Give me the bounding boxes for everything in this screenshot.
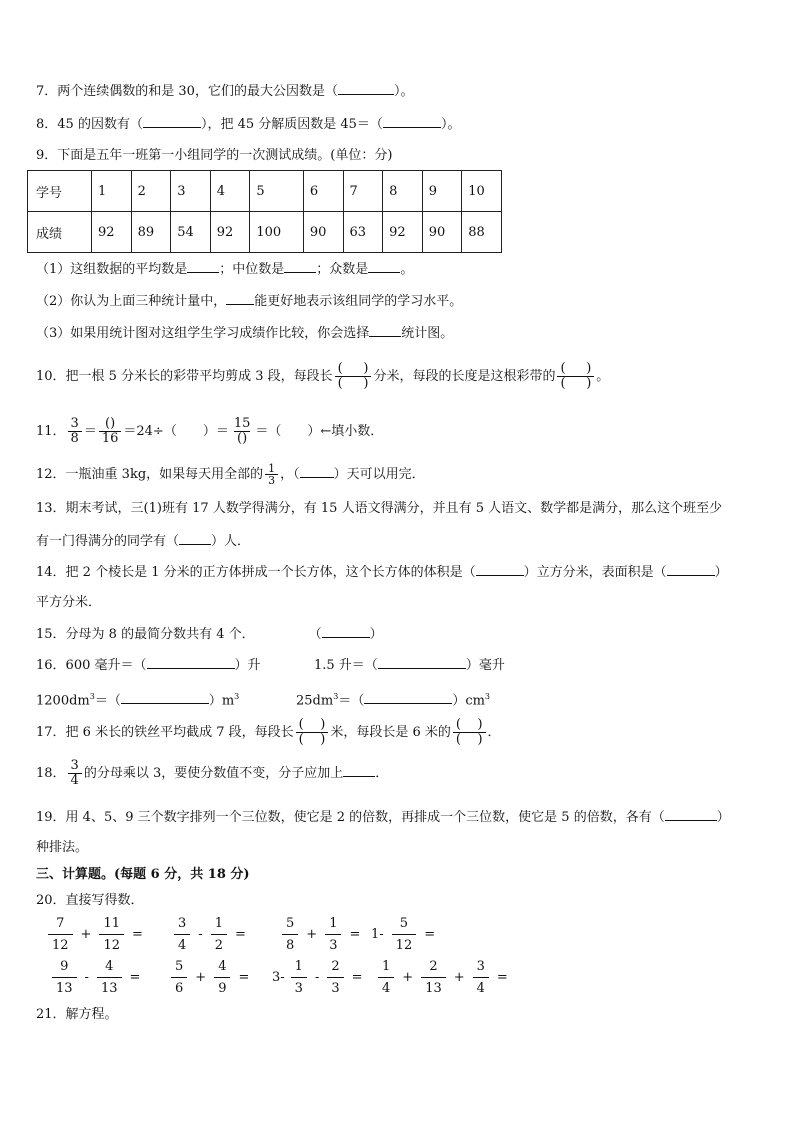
q12-fraction-den: 3 [265, 474, 278, 486]
paren-open: ( [337, 361, 343, 376]
table-cell: 88 [462, 212, 502, 253]
calc-denominator: 12 [392, 934, 417, 954]
q17-text: 17．把 6 米长的铁丝平均截成 7 段，每段长 [36, 725, 294, 740]
table-cell: 5 [250, 171, 304, 212]
table-row [28, 212, 502, 253]
question-17 [36, 718, 501, 748]
calc-numerator: 3 [178, 916, 187, 931]
calc-equals: = [351, 970, 363, 985]
question-9-intro: 9．下面是五年一班第一小组同学的一次测试成绩。(单位：分) [36, 148, 393, 163]
table-cell: 10 [462, 171, 502, 212]
paren-open: ( [337, 376, 343, 391]
question-16-line-1b [314, 656, 505, 675]
table-cell: 6 [303, 171, 343, 212]
calc-denominator: 2 [211, 934, 227, 954]
q11-fraction-3-num: 15 [233, 416, 251, 431]
calc-equals: = [424, 927, 436, 942]
q9-mode-blank[interactable] [368, 260, 400, 273]
table-cell: 63 [343, 212, 383, 253]
calc-numerator: 2 [429, 959, 438, 974]
table-cell: 9 [422, 171, 462, 212]
q8-text-end: ）。 [440, 117, 461, 132]
q14-volume-blank[interactable] [476, 563, 524, 576]
q18-fraction [68, 759, 82, 788]
q16-cm3-unit: ）cm [452, 693, 485, 709]
q13-answer-blank[interactable] [179, 532, 211, 545]
calc-denominator: 4 [378, 977, 394, 997]
q11-fraction-3[interactable] [231, 417, 254, 446]
table-cell: 92 [92, 212, 132, 253]
q9-part-3 [36, 324, 453, 343]
paren-open: ( [560, 376, 566, 391]
calc-item[interactable] [46, 915, 149, 954]
q16-m3-unit: ）m [208, 693, 235, 709]
q9-p2-text: （2）你认为上面三种统计量中， [36, 294, 227, 309]
paren-open: ( [455, 732, 461, 747]
q12-text: 12．一瓶油重 3kg，如果每天用全部的 [36, 467, 264, 482]
q10-text-mid: 分米，每段的长度是这根彩带的 [373, 369, 556, 384]
q9-p1-text: （1）这组数据的平均数是 [36, 262, 188, 277]
calc-equals: = [238, 970, 250, 985]
q12-text-end: ）天可以用完． [333, 467, 425, 482]
q12-days-blank[interactable] [300, 465, 334, 478]
q14-text-mid: ）立方分米，表面积是（ [523, 565, 667, 580]
calc-denominator: 13 [97, 977, 122, 997]
calc-lead: 3- [272, 970, 285, 985]
paren-close: ) [477, 717, 483, 732]
calc-numerator: 7 [56, 916, 65, 931]
question-13-line-2 [36, 532, 250, 551]
paren-close: ) [477, 732, 483, 747]
calc-denominator: 3 [325, 934, 341, 954]
paren-close: ) [586, 361, 592, 376]
calc-operator: + [80, 927, 92, 942]
q9-part-2 [36, 292, 462, 311]
paren-open: ( [298, 717, 304, 732]
q11-division-blank[interactable]: ＝24÷（ ）＝ [123, 424, 229, 439]
calc-numerator: 1 [329, 916, 338, 931]
calc-item[interactable] [272, 958, 369, 997]
q16-ml-blank[interactable] [378, 656, 466, 669]
q13-text: 有一门得满分的同学有（ [36, 534, 180, 549]
q11-fraction-2-den: 16 [99, 431, 122, 446]
question-16-line-2b [296, 688, 490, 710]
q9-p3-text: （3）如果用统计图对这组学生学习成绩作比较，你会选择 [36, 326, 370, 341]
q9-best-measure-blank[interactable] [226, 292, 254, 305]
q17-text-end: ． [487, 725, 501, 740]
q9-p1-text-b: ；中位数是 [219, 262, 285, 277]
calc-numerator: 4 [105, 959, 114, 974]
cube-superscript: 3 [234, 692, 240, 701]
calc-denominator: 4 [473, 977, 489, 997]
q17-text-mid: 米，每段长是 6 米的 [330, 725, 451, 740]
q18-number: 18． [36, 766, 66, 781]
q9-p3-text-b: 统计图。 [401, 326, 454, 341]
q9-p2-text-b: 能更好地表示该组同学的学习水平。 [254, 294, 463, 309]
paren-open: ( [455, 717, 461, 732]
calc-denominator: 8 [282, 934, 298, 954]
calc-denominator: 9 [214, 977, 230, 997]
q9-mean-blank[interactable] [187, 260, 219, 273]
q9-part-1 [36, 260, 413, 279]
calc-numerator: 4 [218, 959, 227, 974]
q18-answer-blank[interactable] [343, 764, 375, 777]
question-10 [36, 360, 609, 394]
question-14-line-2: 平方分米． [36, 595, 102, 610]
calc-item[interactable] [376, 958, 514, 997]
paren-close: ) [363, 361, 369, 376]
paren-close: ) [586, 376, 592, 391]
calc-numerator: 5 [175, 959, 184, 974]
cube-superscript: 3 [333, 692, 339, 701]
question-21: 21．解方程。 [36, 1007, 118, 1022]
table-cell: 92 [383, 212, 423, 253]
table-cell: 2 [131, 171, 171, 212]
table-cell: 92 [210, 212, 250, 253]
question-18 [36, 757, 388, 791]
calc-equals: = [234, 927, 246, 942]
q16-cm3-blank[interactable] [364, 691, 452, 704]
calc-operator: + [306, 927, 318, 942]
question-12 [36, 461, 425, 489]
q16-dm3b-text: 25dm [296, 693, 334, 709]
q7-answer-blank[interactable] [338, 82, 394, 95]
cube-superscript: 3 [484, 692, 491, 701]
calc-operator: + [453, 970, 465, 985]
q18-fraction-den: 4 [68, 773, 82, 788]
q15-paren-open: （ [308, 627, 322, 642]
q14-area-blank[interactable] [667, 563, 715, 576]
q16-dm3-text: 1200dm [36, 693, 90, 709]
calc-denominator: 4 [174, 934, 190, 954]
table-row [28, 171, 502, 212]
calc-item[interactable] [50, 958, 146, 997]
q7-text-end: ）。 [393, 84, 414, 99]
question-14-line-1 [36, 563, 728, 582]
calc-numerator: 1 [214, 916, 223, 931]
q11-fraction-1-den: 8 [68, 431, 82, 446]
q16-liters-blank[interactable] [147, 656, 235, 669]
paren-close: ) [363, 376, 369, 391]
q15-paren-close: ） [369, 627, 383, 642]
q8-text: 8．45 的因数有（ [36, 117, 143, 132]
paren-close: ) [320, 732, 326, 747]
q16-eq: ＝（ [94, 693, 121, 709]
calc-numerator: 1 [382, 959, 391, 974]
calc-equals: = [496, 970, 508, 985]
q11-number: 11． [36, 424, 66, 439]
q11-fraction-3-den[interactable]: () [234, 431, 250, 446]
question-15 [36, 625, 383, 644]
table-cell: 100 [250, 212, 304, 253]
q14-text: 14．把 2 个棱长是 1 分米的正方体拼成一个长方体，这个长方体的体积是（ [36, 565, 476, 580]
q10-text-end: 。 [596, 369, 610, 384]
row-header-number: 学号 [28, 171, 92, 212]
paren-open: ( [298, 732, 304, 747]
q14-text-end: ） [714, 565, 728, 580]
calc-numerator: 3 [476, 959, 485, 974]
calc-numerator: 2 [331, 959, 340, 974]
calc-equals: = [129, 970, 141, 985]
q16-ml-unit: ）毫升 [465, 658, 505, 673]
cube-superscript: 3 [89, 692, 95, 701]
calc-equals: = [349, 927, 361, 942]
q15-judge-blank[interactable] [322, 625, 370, 638]
q17-length-fraction[interactable] [296, 718, 329, 747]
calc-item[interactable] [371, 915, 441, 954]
q15-text: 15．分母为 8 的最简分数共有 4 个． [36, 627, 255, 642]
table-cell: 7 [343, 171, 383, 212]
question-20-title: 20．直接写得数． [36, 893, 144, 908]
calc-denominator: 3 [327, 977, 343, 997]
question-19-line-1 [36, 808, 730, 827]
q12-text-mid: ，（ [280, 467, 300, 482]
q11-fraction-2-num[interactable]: () [105, 416, 116, 431]
table-cell: 90 [422, 212, 462, 253]
row-header-score: 成绩 [28, 212, 92, 253]
q10-length-fraction[interactable] [335, 362, 372, 391]
q16-m3-blank[interactable] [121, 691, 209, 704]
q19-text: 19．用 4、5、9 三个数字排列一个三位数，使它是 2 的倍数，再排成一个三位数，使它是 5 的倍数，各有（ [36, 810, 665, 825]
calc-item[interactable] [169, 958, 255, 997]
question-8 [36, 115, 460, 134]
paren-open: ( [560, 361, 566, 376]
q8-text-mid: ），把 45 分解质因数是 45＝（ [200, 117, 383, 132]
q9-p1-text-c: ；众数是 [316, 262, 369, 277]
calc-operator: + [195, 970, 207, 985]
calc-item[interactable] [280, 915, 366, 954]
q13-text-end: ）人． [211, 534, 251, 549]
q18-fraction-num: 3 [70, 758, 79, 773]
q10-text: 10．把一根 5 分米长的彩带平均剪成 3 段，每段长 [36, 369, 333, 384]
calc-operator: - [84, 970, 89, 985]
question-13-line-1: 13．期末考试，三(1)班有 17 人数学得满分，有 15 人语文得满分，并且有 5 人语文、数学都是满分，那么这个班至少 [36, 501, 723, 516]
question-7 [36, 82, 413, 101]
calc-numerator: 9 [60, 959, 69, 974]
q11-fraction-1-num: 3 [70, 416, 79, 431]
table-cell: 90 [303, 212, 343, 253]
calc-denominator: 12 [99, 934, 124, 954]
table-cell: 89 [131, 212, 171, 253]
calc-denominator: 13 [421, 977, 446, 997]
q10-ratio-fraction[interactable] [557, 362, 594, 391]
q8-prime-blank[interactable] [383, 115, 441, 128]
calc-denominator: 13 [52, 977, 77, 997]
q12-fraction [265, 463, 278, 486]
q16-eq-b: ＝（ [338, 693, 365, 709]
q9-p1-text-d: 。 [400, 262, 414, 277]
q18-text: 的分母乘以 3，要使分数值不变，分子应加上 [83, 766, 344, 781]
calc-numerator: 1 [294, 959, 303, 974]
calc-operator: - [314, 970, 320, 985]
q9-chart-type-blank[interactable] [369, 324, 401, 337]
paren-close: ) [320, 717, 326, 732]
question-16-line-1 [36, 656, 261, 675]
q11-fraction-1 [68, 417, 82, 446]
question-11 [36, 415, 383, 449]
q17-ratio-fraction[interactable] [453, 718, 486, 747]
calc-equals: = [132, 927, 143, 942]
score-table [27, 170, 502, 253]
q18-text-end: ． [375, 766, 389, 781]
q16-l-text: 1.5 升＝（ [314, 658, 378, 673]
q11-fraction-2[interactable] [99, 417, 122, 446]
calc-operator: - [198, 927, 203, 942]
calc-denominator: 6 [171, 977, 187, 997]
calc-numerator: 11 [103, 916, 120, 931]
q12-fraction-num: 1 [268, 462, 276, 475]
q9-median-blank[interactable] [284, 260, 316, 273]
q7-text: 7．两个连续偶数的和是 30，它们的最大公因数是（ [36, 84, 338, 99]
section-3-heading: 三、计算题。(每题 6 分，共 18 分) [36, 867, 250, 882]
calc-operator: + [402, 970, 414, 985]
q16-liters-unit: ）升 [234, 658, 261, 673]
q8-factors-blank[interactable] [143, 115, 201, 128]
equals-sign: ＝ [83, 424, 97, 439]
calc-numerator: 5 [286, 916, 295, 931]
calc-item[interactable] [172, 915, 252, 954]
table-cell: 4 [210, 171, 250, 212]
table-cell: 8 [383, 171, 423, 212]
q19-answer-blank[interactable] [665, 808, 717, 821]
table-cell: 1 [92, 171, 132, 212]
table-cell: 3 [171, 171, 211, 212]
question-16-line-2 [36, 688, 239, 710]
calc-lead: 1- [371, 927, 384, 942]
q11-decimal-blank[interactable]: ＝（ ）←填小数． [255, 424, 384, 439]
table-cell: 54 [171, 212, 211, 253]
calc-numerator: 5 [399, 916, 409, 931]
calc-denominator: 3 [291, 977, 307, 997]
question-19-line-2: 种排法。 [36, 840, 89, 855]
q19-text-end: ） [716, 810, 730, 825]
q16-ml-text: 16．600 毫升＝（ [36, 658, 147, 673]
calc-denominator: 12 [48, 934, 73, 954]
